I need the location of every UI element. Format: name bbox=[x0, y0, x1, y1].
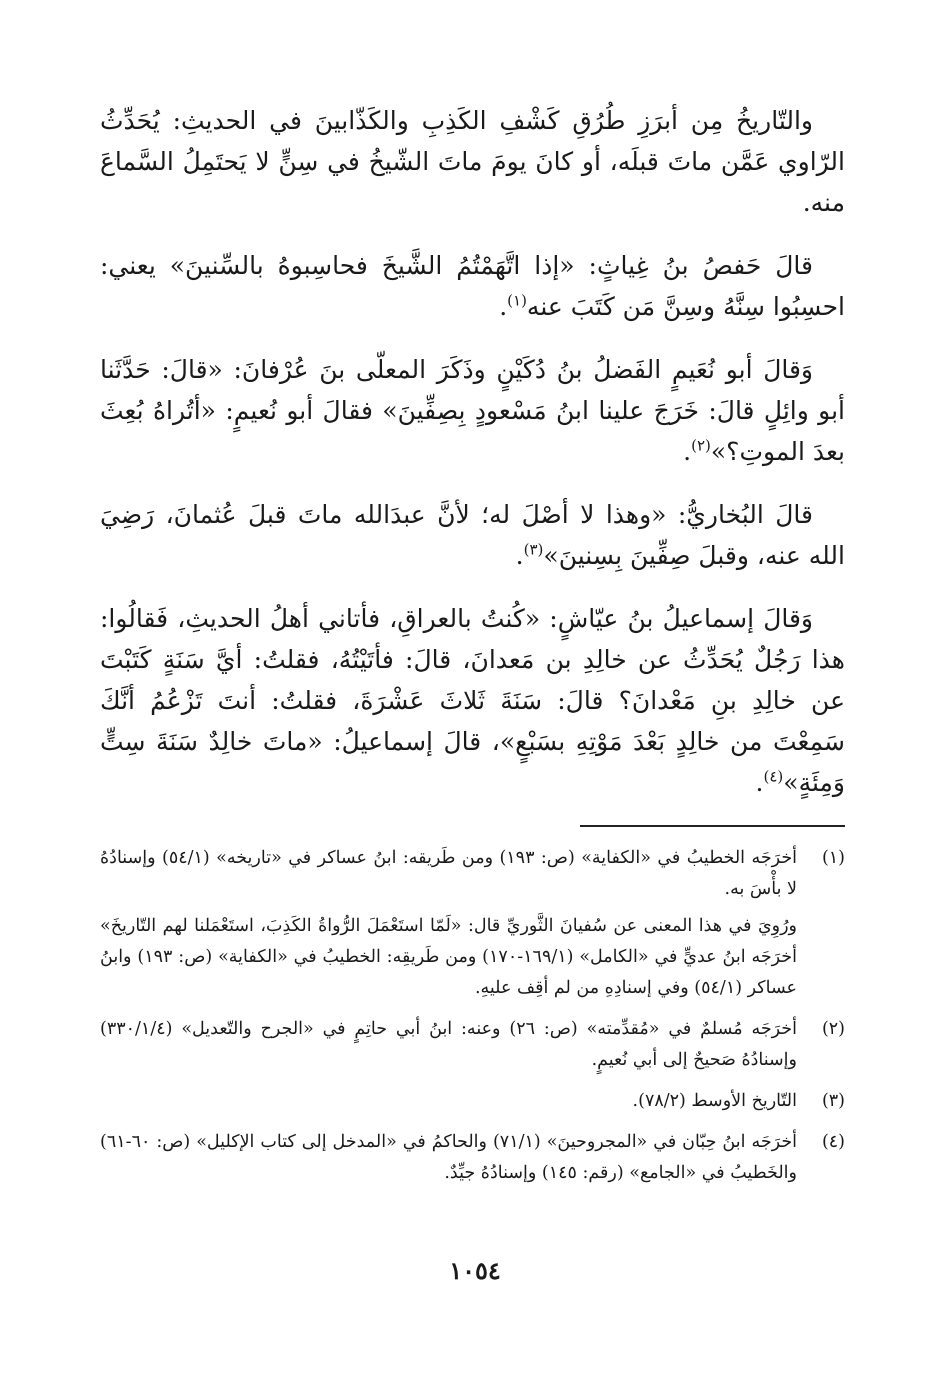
paragraph-end: . bbox=[755, 768, 764, 797]
footnote-body bbox=[100, 1127, 797, 1195]
footnote bbox=[100, 1014, 845, 1082]
footnote-ref[interactable]: (٣) bbox=[523, 540, 544, 559]
footnote-number: (٤) bbox=[821, 1132, 845, 1152]
footnote-body bbox=[100, 843, 797, 1010]
paragraph-end: . bbox=[515, 541, 524, 570]
footnote-ref[interactable]: (٢) bbox=[691, 436, 711, 455]
paragraph-text: قالَ حَفصُ بنُ غِياثٍ: «إذا اتَّهَمْتُمُ الشَّيخَ فحاسِبوهُ بالسِّنينَ» يعني: احسِبُوا سِنَّهُ وسِنَّ مَن كَتَبَ عنه bbox=[100, 251, 845, 321]
footnote-text: أخرَجَه ابنُ حِبّان في «المجروحينَ» (٧١/١) والحاكمُ في «المدخل إلى كتاب الإكليل» (ص: ٦٠-٦١) والخَطيبُ في «الجامع» (رقم: ١٤٥) وإسنادُهُ جيِّدٌ. bbox=[100, 1132, 797, 1183]
footnote-ref[interactable]: (٤) bbox=[763, 767, 784, 786]
paragraph-text: قالَ البُخاريُّ: «وهذا لا أصْلَ له؛ لأنَّ عبدَالله ماتَ قبلَ عُثمانَ، رَضِيَ الله عنه، وقبلَ صِفِّينَ بِسِنينَ» bbox=[100, 500, 845, 570]
footnote-number: (٢) bbox=[821, 1019, 845, 1039]
footnote-text: التّاريخ الأوسط (٧٨/٢). bbox=[632, 1091, 797, 1111]
footnote-number: (٣) bbox=[821, 1091, 845, 1111]
footnote bbox=[100, 1127, 845, 1195]
paragraph bbox=[100, 598, 845, 803]
page-body bbox=[100, 100, 845, 1199]
footnote-text: أخرَجَه مُسلمٌ في «مُقدِّمته» (ص: ٢٦) وعنه: ابنُ أبي حاتِمٍ في «الجرح والتّعديل» (٣٣٠/١/٤) وإسنادُهُ صَحيحٌ إلى أبي نُعيمٍ. bbox=[100, 1019, 797, 1070]
paragraph-text: وَقالَ أبو نُعَيمٍ الفَضلُ بنُ دُكَيْنٍ وذَكَرَ المعلّى بنَ عُرْفانَ: «قالَ: حَدَّثَنا أبو وائِلٍ قالَ: خَرَجَ علينا ابنُ مَسْعودٍ بِصِفِّينَ» فقالَ أبو نُعيمٍ: «أتُراهُ بُعِثَ بعدَ الموتِ؟» bbox=[100, 355, 845, 466]
paragraph-text: والتّاريخُ مِن أبرَزِ طُرُقِ كَشْفِ الكَذِبِ والكَذّابينَ في الحديثِ: يُحَدِّثُ الرّاوي عَمَّن ماتَ قبلَه، أو كانَ يومَ ماتَ الشّيخُ في سِنٍّ لا يَحتَمِلُ السَّماعَ منه. bbox=[100, 106, 845, 217]
footnote-ref[interactable]: (١) bbox=[507, 291, 527, 310]
paragraph bbox=[100, 245, 845, 327]
paragraph-end: . bbox=[683, 437, 692, 466]
paragraph bbox=[100, 494, 845, 576]
footnote-divider bbox=[580, 825, 845, 827]
footnote bbox=[100, 843, 845, 1010]
footnote-text: ورُوِيَ في هذا المعنى عن سُفيانَ الثَّوريِّ قال: «لَمّا استَعْمَلَ الرُّواةُ الكَذِبَ، استَعْمَلنا لهم التّاريخَ» أخرَجَه ابنُ عديٍّ في «الكامل» (١٦٩/١-١٧٠) ومن طَريقِه: الخطيبُ في «الكفاية» (ص: ١٩٣) وابنُ عساكر (٥٤/١) وفي إسنادِهِ من لم أقِف عليهِ. bbox=[100, 916, 797, 998]
footnote-body bbox=[100, 1014, 797, 1082]
paragraph bbox=[100, 100, 845, 223]
page-number: ١٠٥٤ bbox=[449, 1256, 501, 1285]
paragraph-text: وَقالَ إسماعيلُ بنُ عيّاشٍ: «كُنتُ بالعراقِ، فأتاني أهلُ الحديثِ، فَقالُوا: هذا رَجُلٌ يُحَدِّثُ عن خالِدِ بن مَعدانَ، قالَ: فأتَيْتُهُ، فقلتُ: أيَّ سَنَةٍ كَتَبْتَ عن خالِدِ بنِ مَعْدانَ؟ قالَ: سَنَةَ ثَلاثَ عَشْرَةَ، فقلتُ: أنتَ تَزْعُمُ أنَّكَ سَمِعْتَ من خالِدٍ بَعْدَ مَوْتِهِ بسَبْعٍ»، قالَ إسماعيلُ: «ماتَ خالِدٌ سَنَةَ سِتٍّ وَمِئَةٍ» bbox=[100, 604, 845, 797]
paragraph bbox=[100, 349, 845, 472]
footnote-number: (١) bbox=[821, 848, 845, 868]
footnote bbox=[100, 1086, 845, 1123]
paragraph-end: . bbox=[499, 292, 508, 321]
footnote-body bbox=[100, 1086, 797, 1123]
footnote-text: أخرَجَه الخطيبُ في «الكفاية» (ص: ١٩٣) ومن طَريقه: ابنُ عساكر في «تاريخه» (٥٤/١) وإسنادُهُ لا بأْسَ به. bbox=[100, 848, 797, 899]
